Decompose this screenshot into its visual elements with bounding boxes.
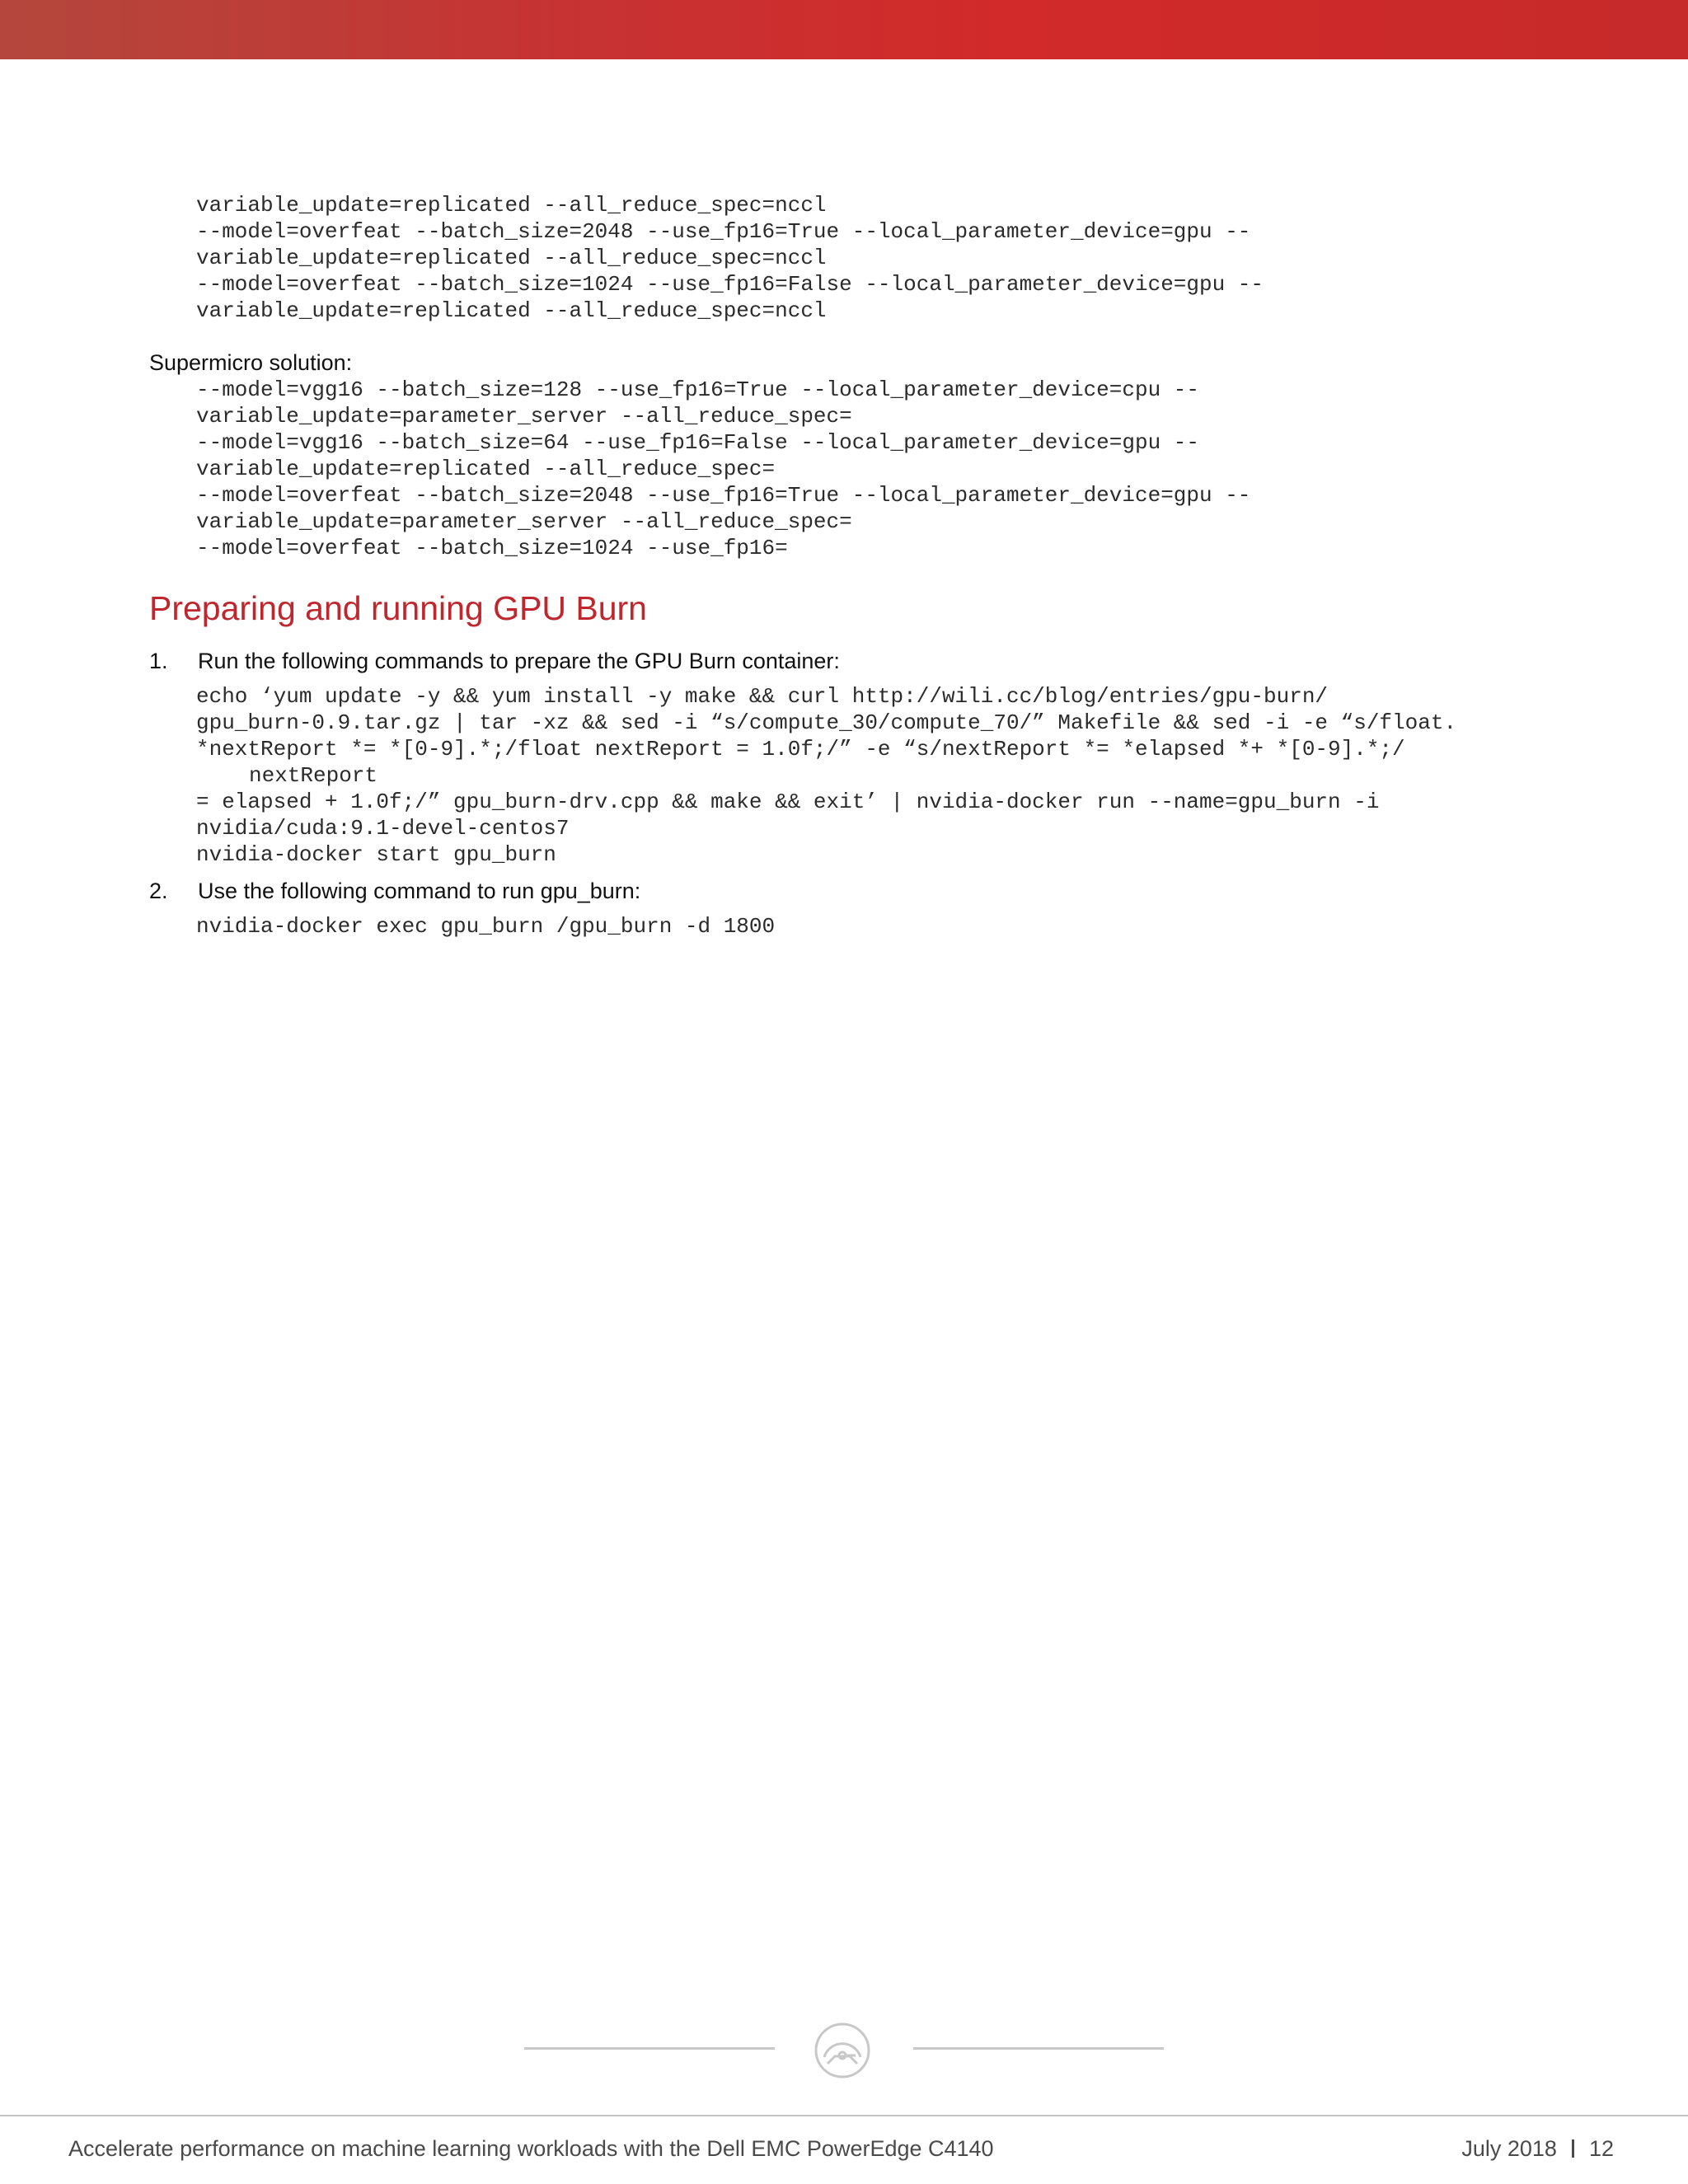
code-line: nextReport [249,763,378,788]
step-number: 1. [149,649,168,673]
step-text: Run the following commands to prepare the GPU Burn container: [198,649,840,673]
footer-separator [1572,2139,1574,2158]
code-line: --model=vgg16 --batch_size=64 --use_fp16=False --local_parameter_device=gpu -- [196,430,1199,455]
section-heading: Preparing and running GPU Burn [149,589,647,627]
code-line: nvidia-docker exec gpu_burn /gpu_burn -d 1800 [196,914,776,939]
footer-page-info [1461,2135,1614,2163]
code-line: variable_update=replicated --all_reduce_spec=nccl [196,193,827,218]
code-line: nvidia-docker start gpu_burn [196,842,556,867]
code-line: nvidia/cuda:9.1-devel-centos7 [196,816,570,841]
code-line: --model=overfeat --batch_size=1024 --use_fp16= [196,536,788,560]
code-line: variable_update=parameter_server --all_reduce_spec= [196,509,852,534]
page-number: 12 [1588,2136,1614,2161]
footer-ornament-line-left [524,2047,775,2050]
code-line: variable_update=replicated --all_reduce_spec=nccl [196,246,827,270]
code-line: echo ‘yum update -y && yum install -y make && curl http://wili.cc/blog/entries/gpu-burn/ [196,684,1329,709]
footer-date: July 2018 [1461,2136,1557,2161]
code-line: --model=overfeat --batch_size=1024 --use_fp16=False --local_parameter_device=gpu -- [196,272,1264,297]
step-text: Use the following command to run gpu_burn: [198,879,641,903]
footer-ornament-line-right [913,2047,1164,2050]
code-line: variable_update=replicated --all_reduce_spec= [196,457,776,481]
code-line: --model=vgg16 --batch_size=128 --use_fp16=True --local_parameter_device=cpu -- [196,377,1199,402]
footer-rule [0,2115,1688,2116]
code-line: variable_update=replicated --all_reduce_spec=nccl [196,298,827,323]
step-number: 2. [149,879,168,903]
supermicro-solution-label: Supermicro solution: [149,350,353,375]
code-line: --model=overfeat --batch_size=2048 --use_fp16=True --local_parameter_device=gpu -- [196,219,1251,244]
code-line: --model=overfeat --batch_size=2048 --use_fp16=True --local_parameter_device=gpu -- [196,483,1251,508]
code-line: = elapsed + 1.0f;/” gpu_burn-drv.cpp && make && exit’ | nvidia-docker run --name=gpu_burn -i [196,790,1380,814]
code-line: gpu_burn-0.9.tar.gz | tar -xz && sed -i “s/compute_30/compute_70/” Makefile && sed -i -e “s/float. [196,710,1457,735]
code-line: *nextReport *= *[0-9].*;/float nextReport = 1.0f;/” -e “s/nextReport *= *elapsed *+ *[0-9].*;/ [196,737,1405,762]
principled-technologies-gauge-icon [813,2021,872,2080]
header-color-band [0,0,1688,59]
code-line: variable_update=parameter_server --all_reduce_spec= [196,404,852,429]
footer-document-title: Accelerate performance on machine learning workloads with the Dell EMC PowerEdge C4140 [68,2136,994,2161]
